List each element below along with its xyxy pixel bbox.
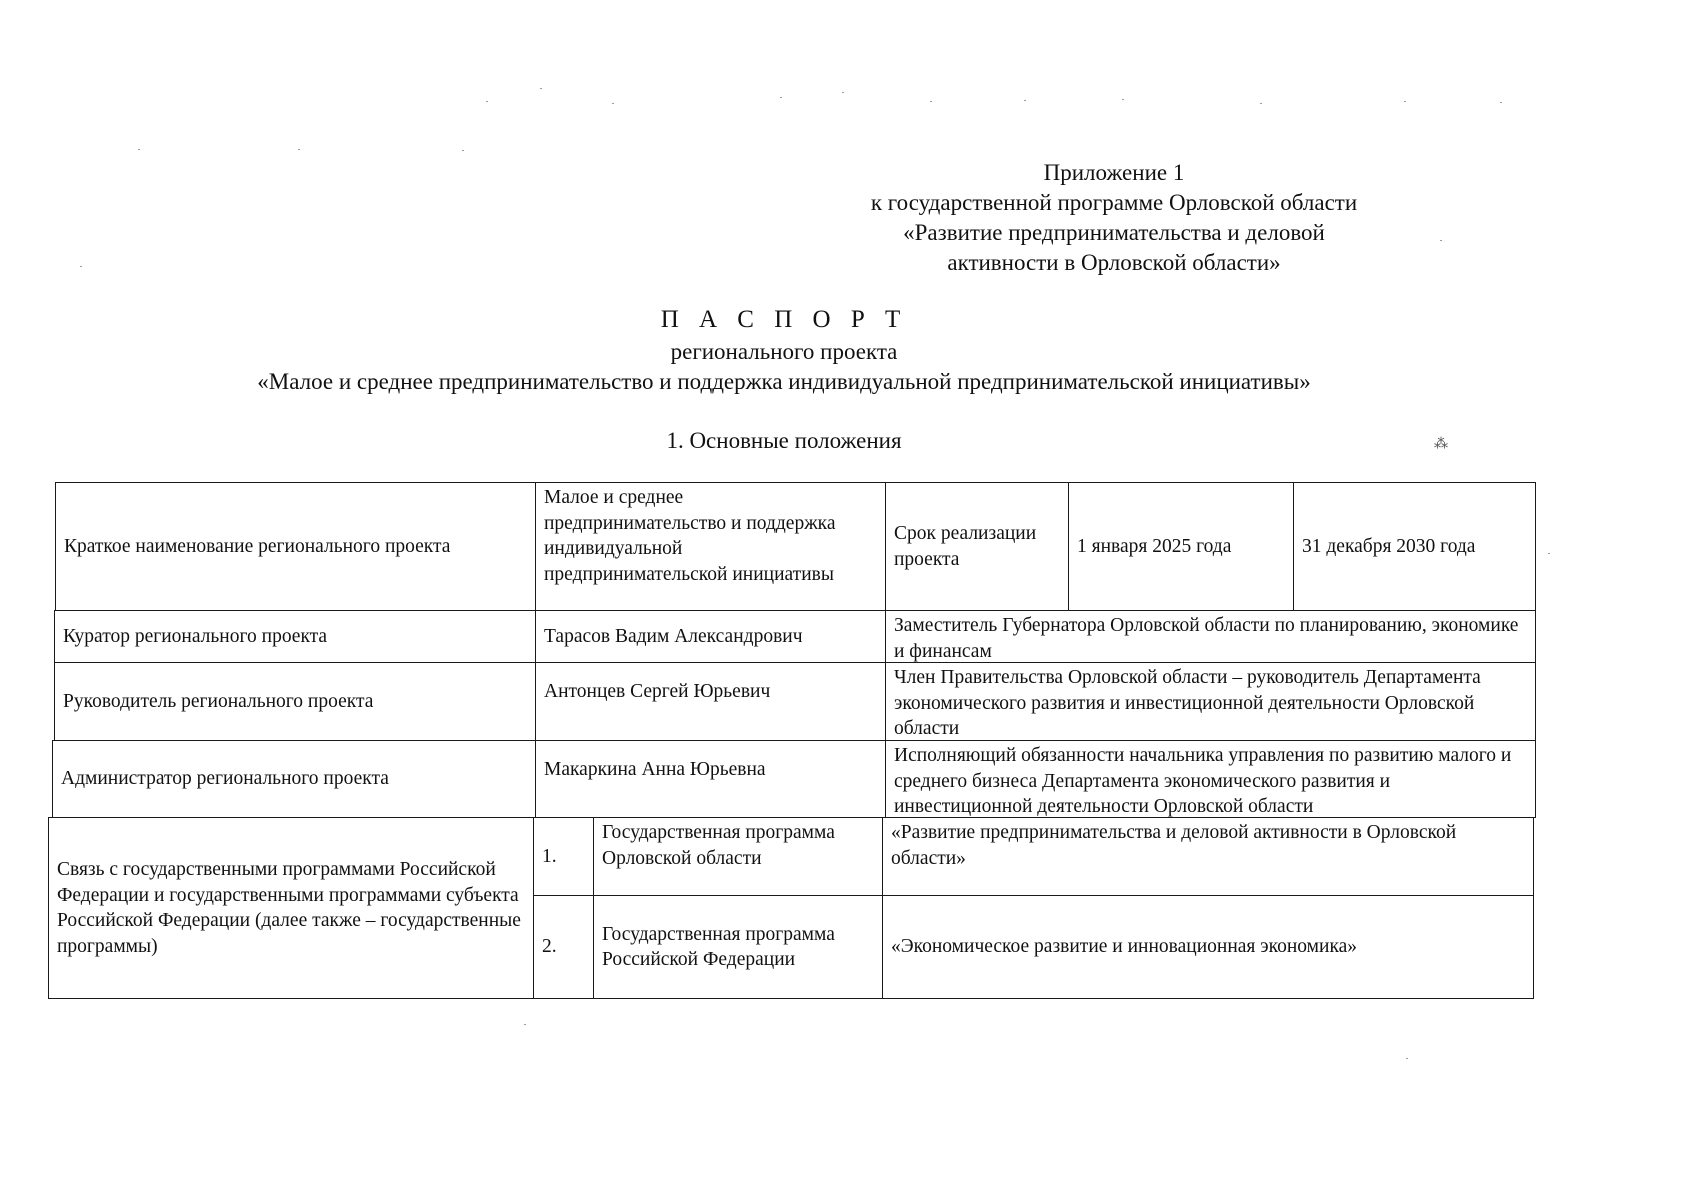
scan-speck	[298, 149, 300, 150]
head-position-cell	[885, 662, 1536, 741]
appendix-line-4: активности в Орловской области»	[947, 250, 1281, 275]
scan-speck	[1404, 101, 1406, 102]
admin-label-cell	[52, 740, 536, 818]
scan-speck	[1024, 100, 1026, 101]
program-2-type: Государственная программа Российской Федерации	[602, 923, 835, 970]
head-name-cell	[535, 662, 886, 741]
scan-speck	[842, 92, 844, 93]
term-end: 31 декабря 2030 года	[1302, 535, 1476, 557]
admin-position: Исполняющий обязанности начальника управления по развитию малого и среднего бизнеса Департамента экономического развития и инвестиционной деятельности Орловской области	[894, 745, 1512, 817]
scan-speck	[486, 101, 488, 102]
term-label-cell	[885, 482, 1069, 611]
term-start: 1 января 2025 года	[1077, 535, 1232, 557]
scan-speck	[80, 266, 82, 267]
scan-speck	[1122, 99, 1124, 100]
passport-subtitle: регионального проекта	[670, 339, 898, 364]
term-start-cell	[1068, 482, 1294, 611]
short-name-value-cell	[535, 482, 886, 611]
scan-mark-icon: ⁂	[1434, 437, 1448, 452]
program-1-num-cell	[533, 817, 594, 896]
admin-name: Макаркина Анна Юрьевна	[544, 759, 766, 780]
scan-speck	[930, 101, 932, 102]
link-label: Связь с государственными программами Российской Федерации и государственными программами субъекта Российской Федерации (далее также – государственные программы)	[57, 859, 521, 957]
program-2-type-cell	[593, 895, 883, 999]
scan-speck	[524, 1024, 526, 1025]
head-label: Руководитель регионального проекта	[63, 690, 374, 712]
program-1-type: Государственная программа Орловской области	[602, 822, 835, 869]
scan-speck	[1260, 103, 1262, 104]
curator-position: Заместитель Губернатора Орловской области по планированию, экономике и финансам	[894, 615, 1519, 662]
program-2-name: «Экономическое развитие и инновационная экономика»	[891, 936, 1358, 958]
program-1-num: 1.	[542, 845, 557, 867]
scan-speck	[1500, 102, 1502, 103]
term-label: Срок реализации проекта	[894, 523, 1037, 570]
appendix-line-3: «Развитие предпринимательства и деловой	[903, 220, 1325, 245]
scan-speck	[138, 149, 140, 150]
passport-project-name: «Малое и среднее предпринимательство и поддержка индивидуальной предпринимательской инициативы»	[257, 369, 1311, 394]
admin-name-cell	[535, 740, 886, 818]
appendix-header	[790, 158, 1438, 278]
scan-speck	[1440, 240, 1442, 241]
head-name: Антонцев Сергей Юрьевич	[544, 681, 771, 702]
program-1-name: «Развитие предпринимательства и деловой активности в Орловской области»	[891, 822, 1457, 869]
scan-speck	[780, 97, 782, 98]
curator-name-cell	[535, 610, 886, 663]
scan-speck	[612, 103, 614, 104]
program-2-num-cell	[533, 895, 594, 999]
short-name-value: Малое и среднее предпринимательство и поддержка индивидуальной предпринимательской инициативы	[544, 487, 836, 585]
program-2-name-cell	[882, 895, 1534, 999]
curator-name: Тарасов Вадим Александрович	[544, 625, 803, 647]
short-name-label-cell	[55, 482, 536, 611]
link-label-cell	[48, 817, 534, 999]
program-1-type-cell	[593, 817, 883, 896]
appendix-line-1: Приложение 1	[1043, 160, 1185, 185]
scan-speck	[540, 88, 542, 89]
admin-label: Администратор регионального проекта	[61, 768, 389, 790]
section-title: 1. Основные положения	[666, 428, 902, 453]
scan-speck	[462, 150, 464, 151]
scan-speck	[1548, 553, 1550, 554]
short-name-label: Краткое наименование регионального проекта	[64, 535, 451, 557]
program-1-name-cell	[882, 817, 1534, 896]
appendix-line-2: к государственной программе Орловской области	[870, 190, 1358, 215]
head-label-cell	[54, 662, 536, 741]
curator-position-cell	[885, 610, 1536, 663]
admin-position-cell	[885, 740, 1536, 818]
term-end-cell	[1293, 482, 1536, 611]
head-position: Член Правительства Орловской области – руководитель Департамента экономического развития и инвестиционной деятельности Орловской области	[894, 667, 1481, 739]
curator-label: Куратор регионального проекта	[63, 625, 328, 647]
program-2-num: 2.	[542, 936, 557, 958]
passport-title: П А С П О Р Т	[660, 306, 908, 333]
curator-label-cell	[54, 610, 536, 663]
scan-speck	[1406, 1058, 1408, 1059]
